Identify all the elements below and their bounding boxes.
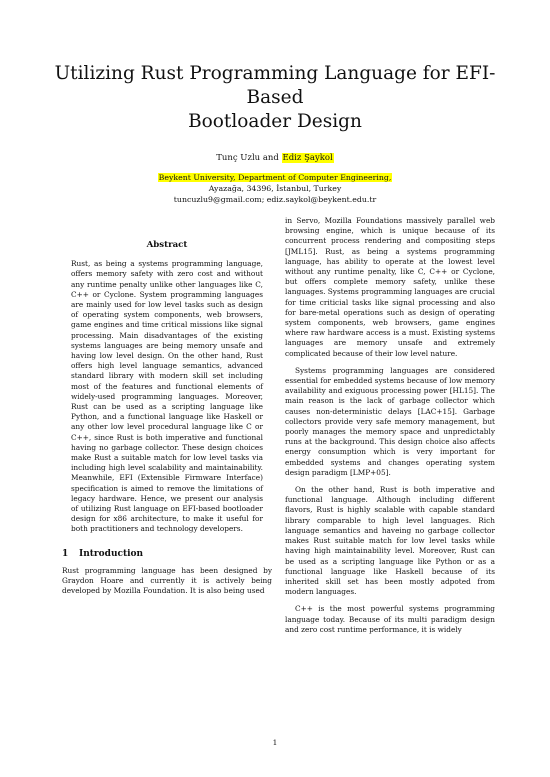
left-column xyxy=(62,216,272,597)
affiliation-block xyxy=(40,173,510,205)
abstract-heading: Abstract xyxy=(146,240,188,250)
section-number: 1 xyxy=(62,548,69,559)
author-2-highlighted: Ediz Şaykol xyxy=(282,153,333,163)
author-1: Tunç Uzlu xyxy=(216,153,261,163)
intro-paragraph-3: On the other hand, Rust is both imperative and functional language. Although including different flavors, Rust is highly scalable with capable standard library comparable to high level languages. Rich language semantics and haveing no garbage collector makes Rust suitable match for low level tasks while having high maintainability level. Moreover, Rust can be used as a scripting language like Python or as a functional language like Haskell because of its inherited skill set has been mostly adpoted from modern languages. xyxy=(285,485,495,597)
section-heading-introduction xyxy=(62,549,272,559)
abstract-text: Rust, as being a systems programming language, offers memory safety with zero cost and without any runtime penalty unlike other languages like C, C++ or Cyclone. System programming languages are mainly used for low level tasks such as design of operating system components, web browsers, game engines and time critical missions like signal processing. Main disadvantages of the existing systems languages are being memory unsafe and having low level design. On the other hand, Rust offers high level language semantics, advanced standard library with modern skill set including most of the features and functional elements of widely-used programming languages. Moreover, Rust can be used as a scripting language like Python, and a functional language like Haskell or any other low level procedural language like C or C++, since Rust is both imperative and functional having no garbage collector. These design choices make Rust a suitable match for low level tasks via including high level scalability and maintainability. Meanwhile, EFI (Extensible Firmware Interface) specification is aimed to remove the limitations of legacy hardware. Hence, we present our analysis of utilizing Rust language on EFI-based bootloader design for x86 architecture, to make it useful for both practitioners and technology developers. xyxy=(71,259,263,534)
intro-paragraph-1-start: Rust programming language has been designed by Graydon Hoare and currently it is actively being developed by Mozilla Foundation. It is also being used xyxy=(62,565,272,596)
section-title: Introduction xyxy=(79,548,144,559)
intro-paragraph-2: Systems programming languages are considered essential for embedded systems because of low memory availability and exiguous processing power [HL15]. The main reason is the lack of garbage collector which causes non-deterministic delays [LAC+15]. Garbage collectors provide very safe memory management, but poorly manages the memory space and unpredictably runs at the background. This design choice also affects energy consumption which is very important for embedded systems and changes operating system design paradigm [LMP+05]. xyxy=(285,365,495,477)
affiliation-institution: Beykent University, Department of Computer Engineering, xyxy=(158,173,392,182)
author-separator: and xyxy=(260,153,282,163)
title-line-1: Utilizing Rust Programming Language for EFI-Based xyxy=(54,63,496,108)
authors xyxy=(40,152,510,164)
right-column xyxy=(285,216,495,635)
intro-paragraph-4: C++ is the most powerful systems programming language today. Because of its multi paradigm design and zero cost runtime performance, it is widely xyxy=(285,604,495,634)
title-line-2: Bootloader Design xyxy=(188,111,362,132)
affiliation-address: Ayazağa, 34396, İstanbul, Turkey xyxy=(208,183,342,193)
page-number: 1 xyxy=(272,738,278,747)
intro-paragraph-1-continued: in Servo, Mozilla Foundations massively parallel web browsing engine, which is unique because of its concurrent process rendering and compositing steps [JML15]. Rust, as being a systems programming language, has ability to operate at the lowest level without any runtime penalty, like C, C++ or Cyclone, but offers complete memory safety, unlike these languages. Systems programming languages are crucial for time criticial tasks like signal processing and also for bare-metal operations such as design of operating system components, web browsers, game engines where raw hardware access is a must. Existing systems languages are memory unsafe and extremely complicated because of their low level nature. xyxy=(285,216,495,358)
affiliation-emails: tuncuzlu9@gmail.com; ediz.saykol@beykent.edu.tr xyxy=(173,194,377,204)
paper-title xyxy=(40,62,510,134)
